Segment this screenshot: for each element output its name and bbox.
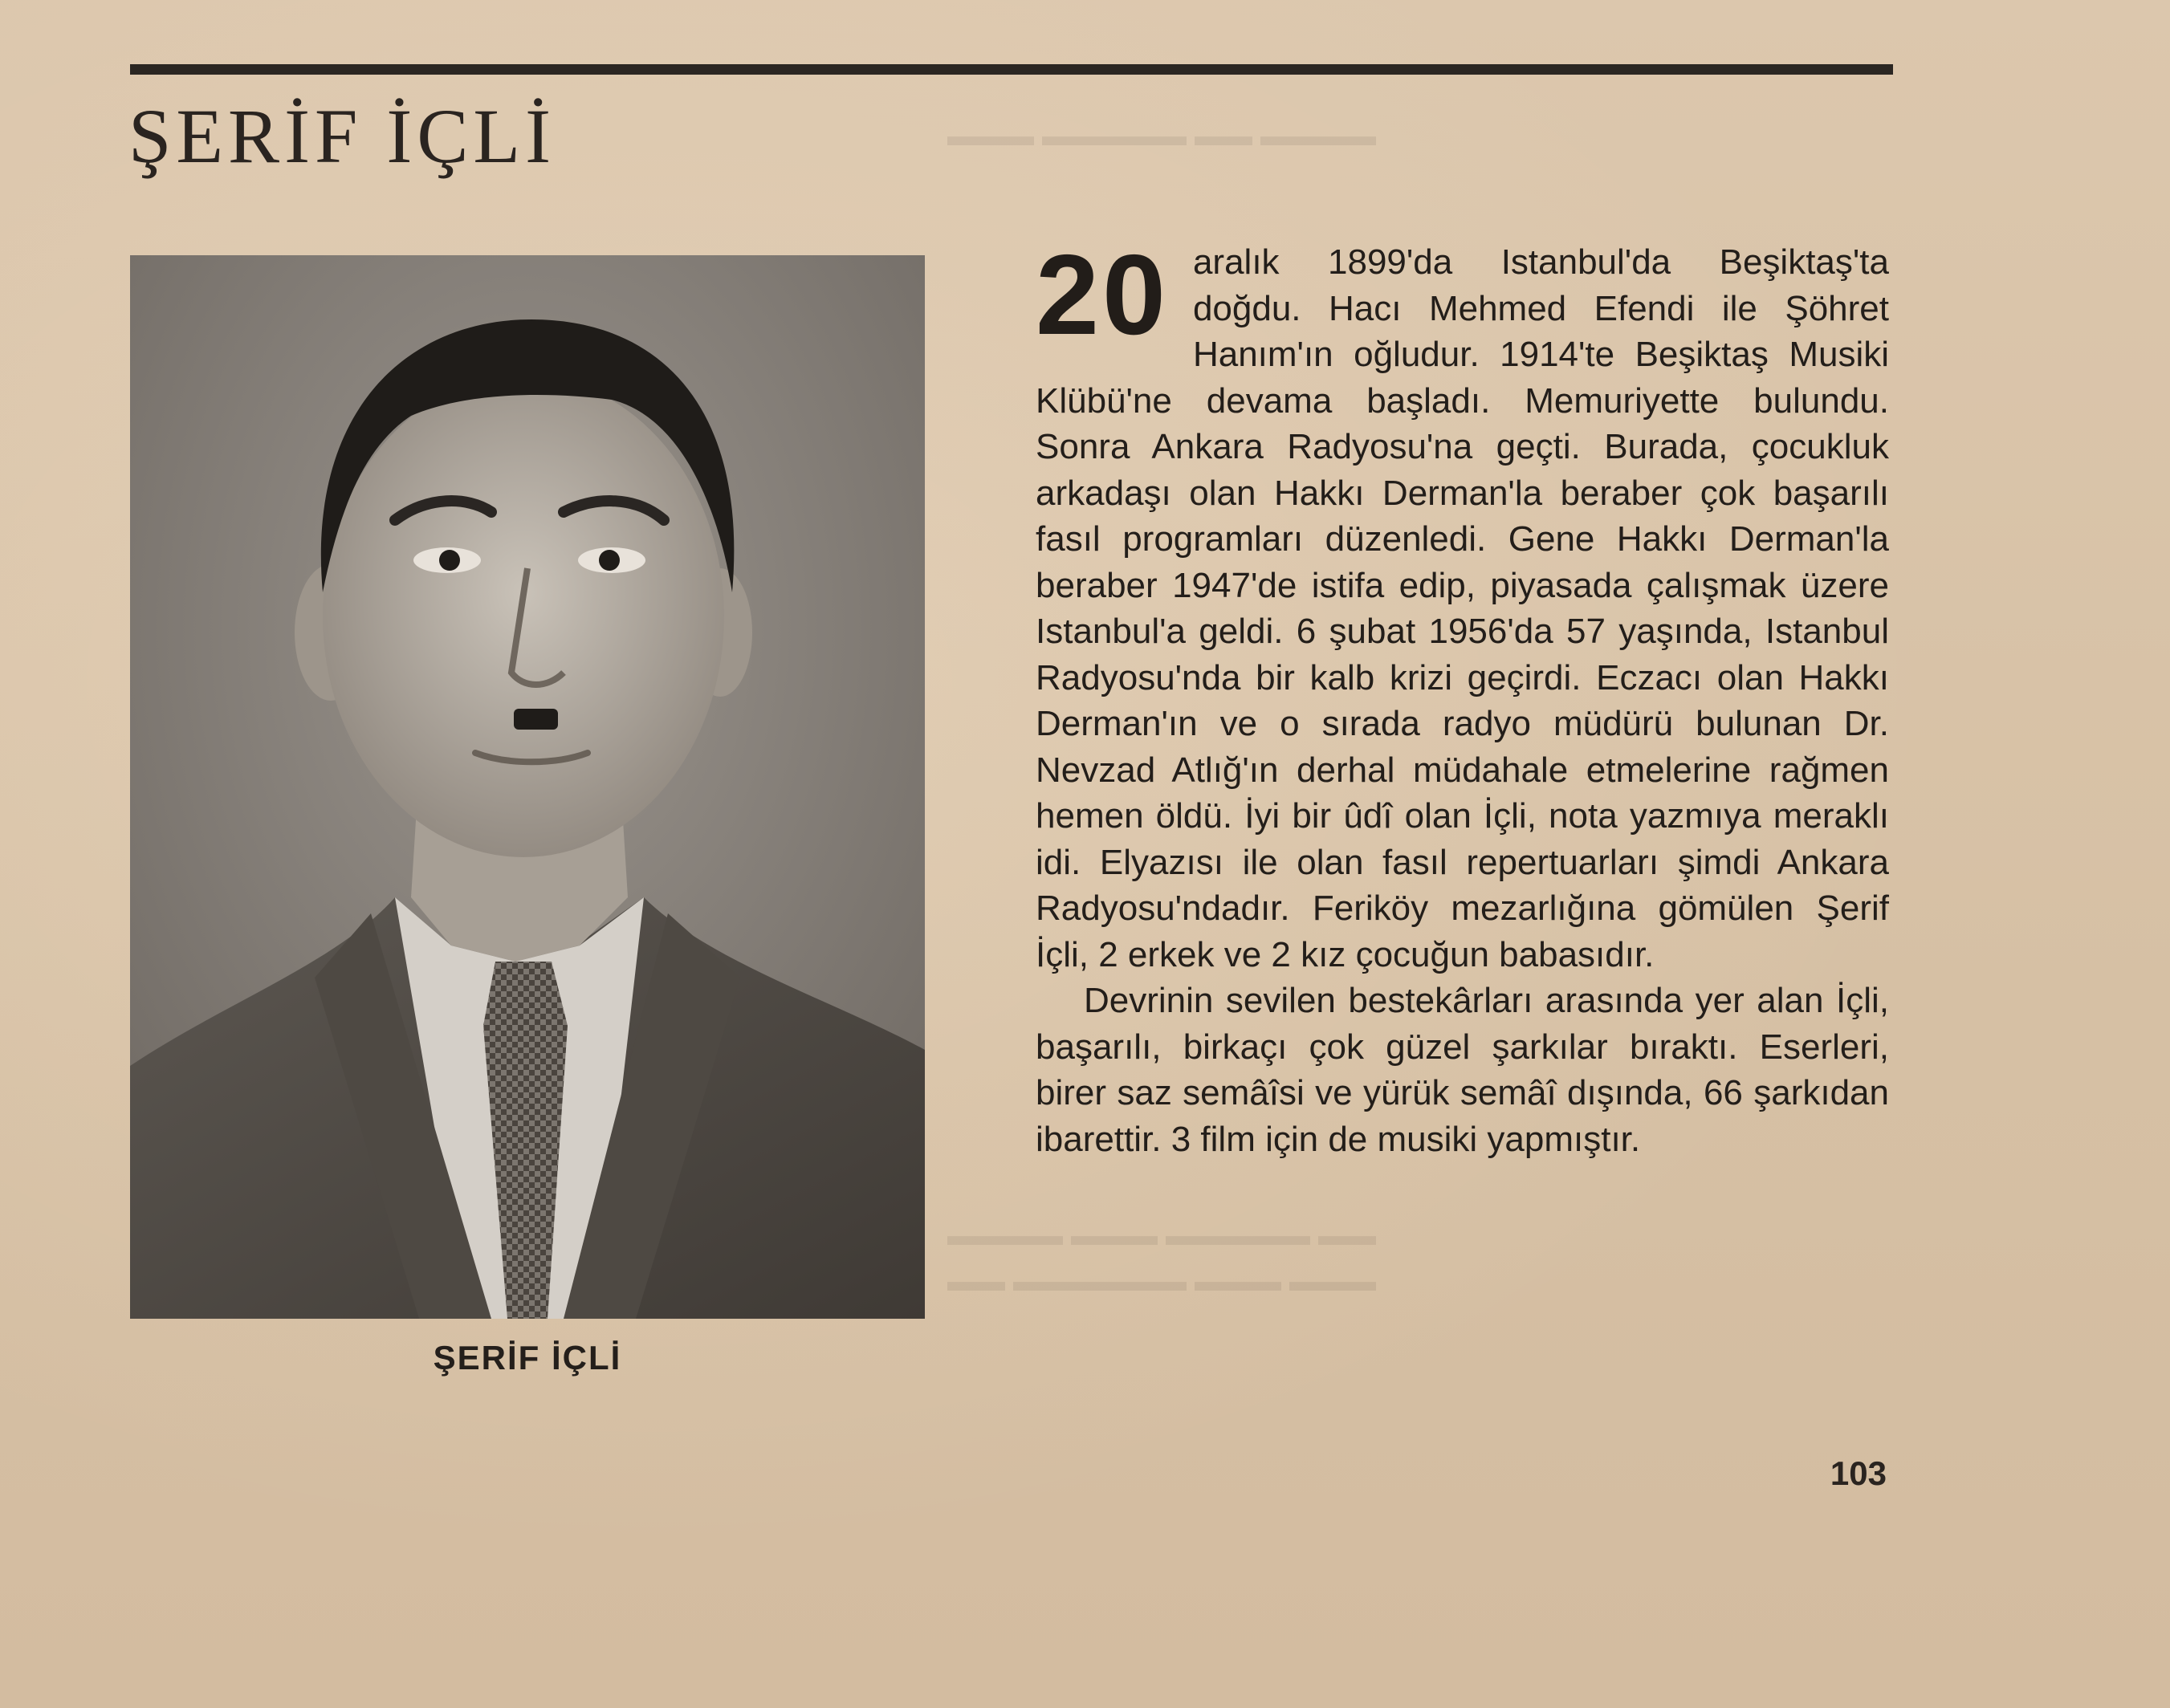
article-body: [1036, 231, 1889, 1162]
bleed-through-text: ▬▬▬▬ ▬▬▬ ▬▬▬▬▬ ▬▬: [947, 1218, 1377, 1251]
portrait-photo: [130, 255, 925, 1319]
photo-caption: ŞERİF İÇLİ: [433, 1339, 622, 1377]
bleed-through-text: ▬▬▬ ▬▬▬▬▬ ▬▬ ▬▬▬▬: [947, 119, 1377, 152]
page-number: 103: [1830, 1454, 1887, 1492]
dropcap: 20: [1036, 231, 1169, 359]
article-paragraph-text: aralık 1899'da Istanbul'da Beşiktaş'ta doğdu. Hacı Mehmed Efendi ile Şöhret Hanım'ın oğludur. 1914'te Beşiktaş Musiki Klübü'ne devama başladı. Memuriyette bulundu. Sonra Ankara Radyosu'na geçti. Burada, çocukluk arkadaşı olan Hakkı Derman'la beraber çok başarılı fasıl programları düzenledi. Gene Hakkı Derman'la beraber 1947'de istifa edip, piyasada çalışmak üzere Istanbul'a geldi. 6 şubat 1956'da 57 yaşında, Istanbul Radyosu'nda bir kalb krizi geçirdi. Eczacı olan Hakkı Derman'ın ve o sırada radyo müdürü bulunan Dr. Nevzad Atlığ'ın derhal müdahale etmelerine rağmen hemen öldü. İyi bir ûdî olan İçli, nota yazmıya meraklı idi. Elyazısı ile olan fasıl repertuarları şimdi Ankara Radyosu'ndadır. Feriköy mezarlığına gömülen Şerif İçli, 2 erkek ve 2 kız çocuğun babasıdır.: [1036, 242, 1889, 974]
page-title: ŞERİF İÇLİ: [128, 93, 556, 179]
portrait-illustration: [130, 255, 925, 1319]
bleed-through-text: ▬▬ ▬▬▬▬▬▬ ▬▬▬ ▬▬▬: [947, 1264, 1377, 1297]
header-rule: [130, 64, 1893, 75]
article-paragraph: [1036, 231, 1889, 978]
article-paragraph: Devrinin sevilen bestekârları arasında yer alan İçli, başarılı, birkaçı çok güzel şarkılar bıraktı. Eserleri, birer saz semâîsi ve yürük semâî dışında, 66 şarkıdan ibarettir. 3 film için de musiki yapmıştır.: [1036, 981, 1889, 1159]
